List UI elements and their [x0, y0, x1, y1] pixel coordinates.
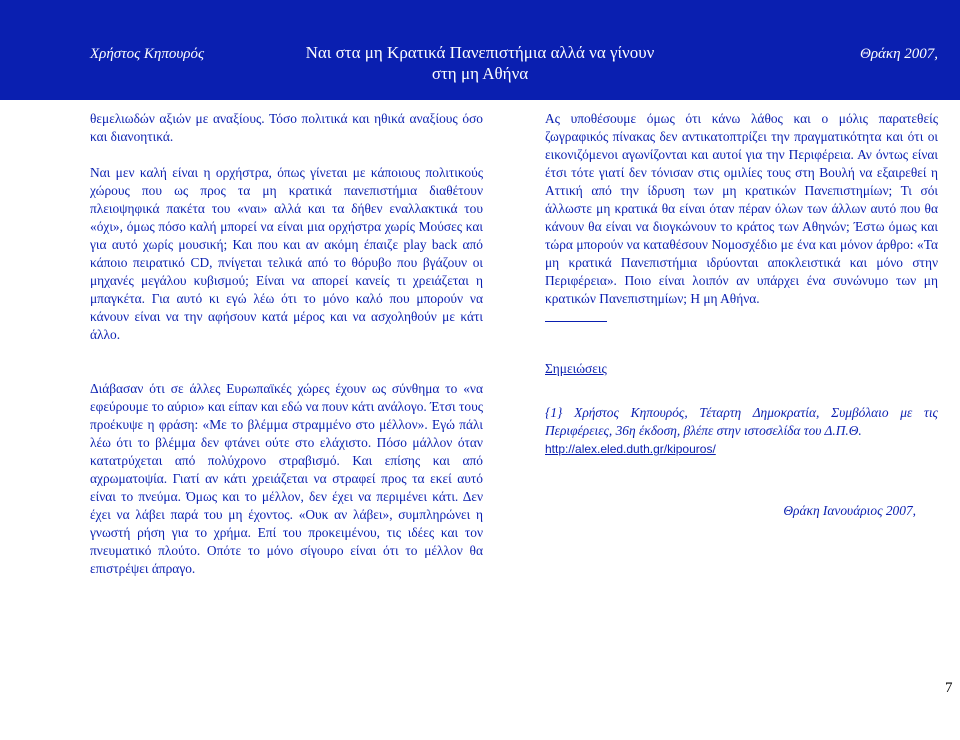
- right-column: [545, 110, 938, 520]
- signature: Θράκη Ιανουάριος 2007,: [783, 503, 916, 518]
- header-title: Ναι στα μη Κρατικά Πανεπιστήμια αλλά να γίνουν στη μη Αθήνα: [305, 43, 655, 83]
- page-number: 7: [945, 680, 953, 696]
- reference-text: {1} Χρήστος Κηπουρός, Τέταρτη Δημοκρατία, Συμβόλαιο με τις Περιφέρειες, 36η έκδοση, βλέπε στην ιστοσελίδα του Δ.Π.Θ.: [545, 405, 938, 438]
- left-paragraph-1: θεμελιωδών αξιών με αναξίους. Τόσο πολιτικά και ηθικά αναξίους όσο και διανοητικά.: [90, 111, 483, 144]
- left-paragraph-2: Ναι μεν καλή είναι η ορχήστρα, όπως γίνεται με κάποιους πολιτικούς χώρους που ως προς τα μη κρατικά πανεπιστήμια διαθέτουν πλειοψηφικά πακέτα του «ναι» αλλά και τα δήθεν εναλλακτικά του «όχι», όμως πόσο καλή μπορεί να είναι μια ορχήστρα χωρίς Μούσες και για αυτό χωρίς μουσική; Και που και αν ακόμη έπαιζε play back από κάποιο πειρατικό CD, πνίγεται τελικά από το θόρυβο που βγάζουν οι μηχανές μεγάλου κυβισμού; Είναι να απορεί κανείς τι χρειάζεται η μπαγκέτα. Για αυτό κι εγώ λέω ότι το μόνο καλό που μπορούν να κάνουν είναι να την αφήσουν κατά μέρος και να ασχοληθούν με κάτι άλλο.: [90, 165, 483, 342]
- page-header: [0, 0, 960, 100]
- header-author: Χρήστος Κηπουρός: [90, 46, 205, 62]
- right-paragraph-1: Ας υποθέσουμε όμως ότι κάνω λάθος και ο μόλις παρατεθείς ζωγραφικός πίνακας δεν αντικατοπτρίζει την πραγματικότητα και ότι οι εικονιζόμενοι αγωνίζονται και αυτοί για την Περιφέρεια. Αν όντως είναι έτσι τότε γιατί δεν τόνισαν στις ομιλίες τους στη Βουλή να εξαιρεθεί η Αττική από την ίδρυση των μη κρατικών Πανεπιστημίων; Τι σόι άλλωστε μη κρατικά θα είναι όταν πέραν όλων των άλλων αυτό που θα κάνουν θα είναι να διογκώνουν το κράτος των Αθηνών; Έστω όμως και τώρα μπορούν να καταθέσουν Νομοσχέδιο με ένα και μόνον άρθρο: «Τα μη κρατικά Πανεπιστήμια ιδρύονται αποκλειστικά και μόνο στην Περιφέρεια». Ποιο είναι λοιπόν αν υπάρχει ένα συνώνυμο των μη κρατικών Πανεπιστημίων; Η μη Αθήνα.: [545, 111, 938, 306]
- footnote-separator: [545, 321, 607, 322]
- left-column: [90, 110, 483, 578]
- reference-note: [545, 404, 938, 458]
- reference-link[interactable]: http://alex.eled.duth.gr/kipouros/: [545, 442, 716, 456]
- left-paragraph-3: Διάβασαν ότι σε άλλες Ευρωπαϊκές χώρες έχουν ως σύνθημα το «να εφεύρουμε το αύριο» και είπαν και εδώ να πουν κάτι ανάλογο. Έτσι τους προέκυψε η φράση: «Με το βλέμμα στραμμένο στο μέλλον». Εγώ πάλι λέω ότι το βλέμμα δεν φτάνει ούτε στο ελάχιστο. Πόσο μάλλον όταν κατατρύχεται από πολύχρονο στραβισμό. Και επίσης και από αχρωματοψία. Γιατί αν κάτι χρειάζεται να στραφεί προς τα εκεί αυτό είναι το πνεύμα. Όμως και το μέλλον, δεν έχει να περιμένει κάτι. Δεν έχει να λάβει παρά του μη έχοντος. «Ουκ αν λάβει», συμπληρώνει η γνωστή ρήση για το χρήμα. Επί του προκειμένου, τις ιδέες και τον πνευματικό πλούτο. Οπότε το μόνο σίγουρο είναι ότι το μέλλον θα επιστρέψει άπραγο.: [90, 381, 483, 576]
- notes-heading: Σημειώσεις: [545, 361, 607, 376]
- header-date: Θράκη 2007,: [860, 46, 939, 62]
